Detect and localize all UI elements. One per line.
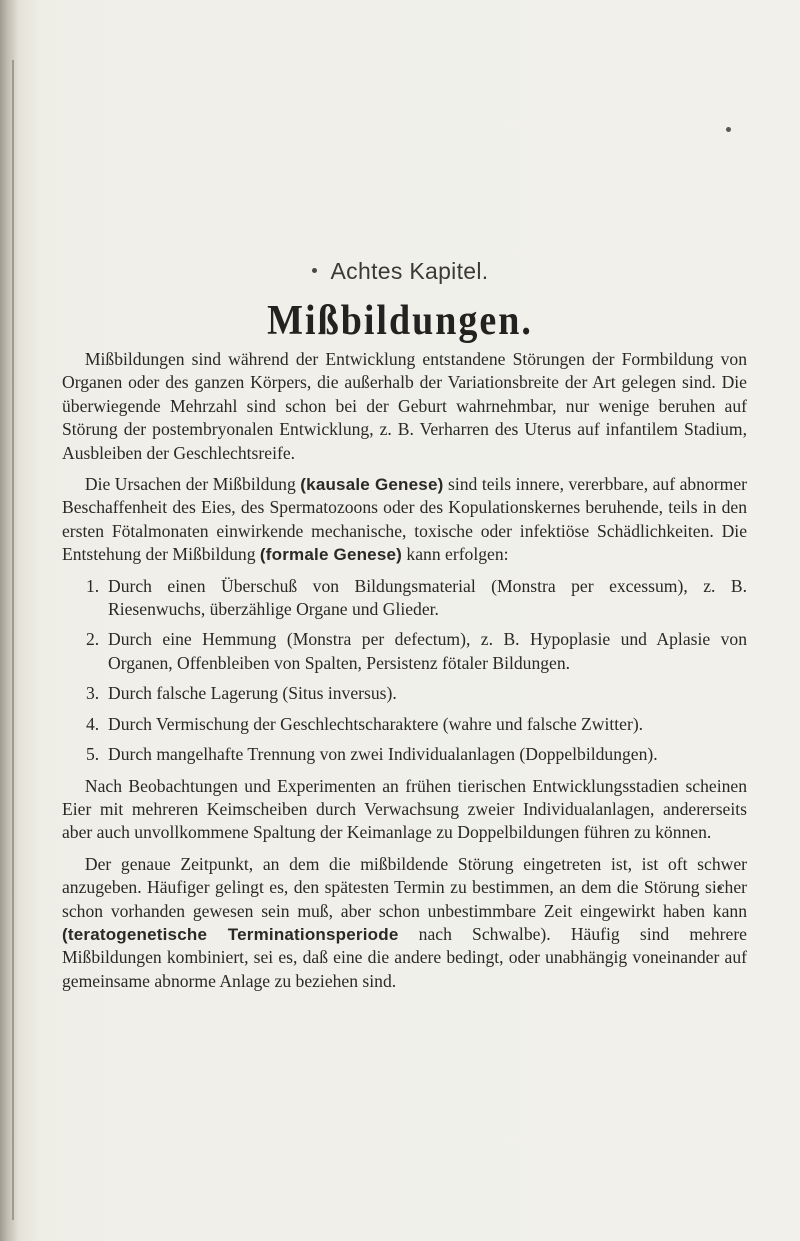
list-item-text: Durch falsche Lagerung (Situs inversus).	[108, 683, 397, 704]
paragraph-observations: Nach Beobachtungen und Experimenten an frühen tierischen Entwicklungsstadien scheinen Eier mit mehreren Keimscheiben durch Verwachsung zweier Individualanlagen, andererseits aber auch unvollkommene Spaltung der Keimanlage zu Doppelbildungen führen zu können.	[62, 775, 747, 843]
emphasis-terminationsperiode: (teratogenetische Terminationsperiode	[62, 924, 399, 944]
list-item-text: Durch einen Überschuß von Bildungsmaterial (Monstra per excessum), z. B. Riesenwuchs, überzählige Organe und Glieder.	[108, 575, 747, 620]
list-item	[62, 682, 747, 705]
page-edge-line	[12, 60, 14, 1220]
list-number: 1.	[86, 575, 100, 596]
list-item-text: Durch mangelhafte Trennung von zwei Individualanlagen (Doppelbildungen).	[108, 744, 658, 765]
genesis-list	[62, 575, 747, 767]
list-item	[62, 575, 747, 622]
list-item-text: Durch eine Hemmung (Monstra per defectum), z. B. Hypoplasie und Aplasie von Organen, Offenbleiben von Spalten, Persistenz fötaler Bildungen.	[108, 629, 747, 673]
list-number: 5.	[86, 744, 100, 765]
chapter-heading	[0, 258, 800, 285]
page-title: Mißbildungen.	[267, 297, 533, 345]
list-item	[62, 713, 747, 736]
list-number: 2.	[86, 629, 100, 650]
chapter-heading-text: Achtes Kapitel.	[330, 258, 489, 284]
text-run: nach Schwalbe). Häufig sind mehrere Mißbildungen kombiniert, sei es, daß eine die andere bedingt, oder unabhängig voneinander auf gemeinsame abnorme Anlage zu beziehen sind.	[62, 923, 747, 991]
paragraph-causes	[62, 473, 747, 567]
paragraph-definition: Mißbildungen sind während der Entwicklung entstandene Störungen der Formbildung von Organen oder des ganzen Körpers, die außerhalb der Variationsbreite der Art gelegen sind. Die überwiegende Mehrzahl sind schon bei der Geburt wahrnehmbar, nur wenige beruhen auf Störung der postembryonalen Entwicklung, z. B. Verharren des Uterus auf infantilem Stadium, Ausbleiben der Geschlechtsreife.	[62, 349, 747, 463]
list-number: 3.	[86, 683, 100, 704]
main-text	[62, 348, 747, 1001]
list-number: 4.	[86, 713, 100, 734]
text-run: Der genaue Zeitpunkt, an dem die mißbildende Störung eingetreten ist, ist oft schwer anzugeben. Häufiger gelingt es, den spätesten Termin zu bestimmen, an dem die Störung sicher schon vorhanden gewesen sein muß, aber schon unbestimmbare Zeit eingewirkt haben kann	[62, 853, 747, 921]
emphasis-formale-genese: (formale Genese)	[259, 545, 403, 565]
paragraph-timing	[62, 853, 747, 993]
list-item	[62, 743, 747, 766]
emphasis-kausale-genese: (kausale Genese)	[300, 475, 444, 495]
text-run: sind teils innere, vererbbare, auf abnormer Beschaffenheit des Eies, des Spermatozoons oder des Kopulationskernes beruhende, teils in den ersten Fötalmonaten einwirkende mechanische, toxische oder infektiöse Schädlichkeiten. Die Entstehung der Mißbildung	[62, 474, 747, 565]
book-gutter-shadow	[0, 0, 18, 1241]
text-run: Die Ursachen der Mißbildung	[84, 474, 296, 495]
ink-speck	[726, 127, 731, 132]
bullet-dot	[312, 268, 317, 273]
list-item-text: Durch Vermischung der Geschlechtscharaktere (wahre und falsche Zwitter).	[108, 713, 644, 734]
list-item	[62, 628, 747, 675]
text-run: kann erfolgen:	[406, 544, 509, 565]
